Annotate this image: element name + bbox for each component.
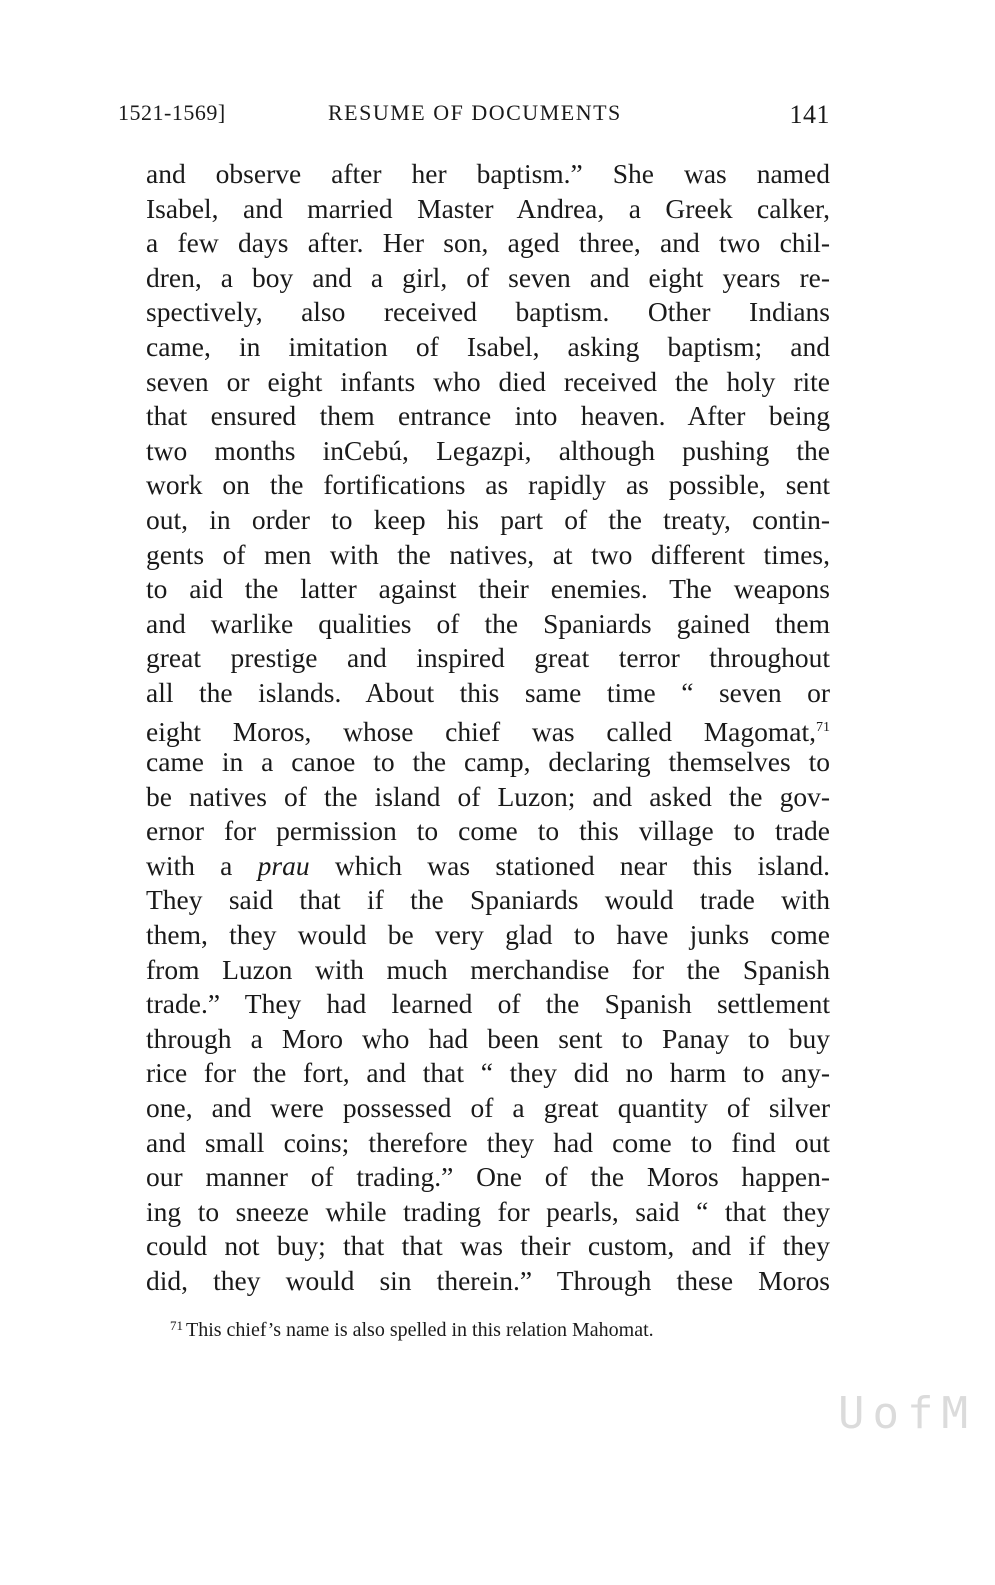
- text-line: our manner of trading.” One of the Moros happen-: [146, 1161, 830, 1193]
- text-segment: eight Moros, whose chief was called Magomat,: [146, 715, 816, 747]
- running-title: RESUME OF DOCUMENTS: [328, 100, 622, 125]
- text-line: two months inCebú, Legazpi, although pushing the: [146, 434, 830, 466]
- text-line: came in a canoe to the camp, declaring themselves to: [146, 746, 830, 778]
- text-line: all the islands. About this same time “ seven or: [146, 676, 830, 708]
- text-line: through a Moro who had been sent to Panay to buy: [146, 1022, 830, 1054]
- page-number: 141: [789, 100, 830, 129]
- text-line: out, in order to keep his part of the treaty, contin-: [146, 503, 830, 535]
- text-line-with-italic: [146, 849, 830, 884]
- text-line: seven or eight infants who died received the holy rite: [146, 365, 830, 397]
- text-segment: with a: [146, 849, 233, 881]
- text-line: trade.” They had learned of the Spanish settlement: [146, 988, 830, 1020]
- text-line: work on the fortifications as rapidly as possible, sent: [146, 469, 830, 501]
- text-line: could not buy; that that was their custom, and if they: [146, 1230, 830, 1262]
- library-stamp: UofM: [838, 1388, 976, 1439]
- text-line: a few days after. Her son, aged three, and two chil-: [146, 227, 830, 259]
- text-line: Isabel, and married Master Andrea, a Greek calker,: [146, 192, 830, 224]
- text-line-with-note: [146, 711, 830, 746]
- text-line: to aid the latter against their enemies. The weapons: [146, 573, 830, 605]
- text-line: ernor for permission to come to this village to trade: [146, 815, 830, 847]
- text-line: did, they would sin therein.” Through these Moros: [146, 1265, 830, 1296]
- text-line: gents of men with the natives, at two different times,: [146, 538, 830, 570]
- text-line: and observe after her baptism.” She was named: [146, 158, 830, 189]
- footnote-number: 71: [170, 1318, 183, 1333]
- text-line: dren, a boy and a girl, of seven and eight years re-: [146, 261, 830, 293]
- running-head: [118, 100, 830, 136]
- text-line: spectively, also received baptism. Other Indians: [146, 296, 830, 328]
- text-line: and warlike qualities of the Spaniards gained them: [146, 607, 830, 639]
- text-line: ing to sneeze while trading for pearls, said “ that they: [146, 1195, 830, 1227]
- text-line: and small coins; therefore they had come to find out: [146, 1126, 830, 1158]
- text-line: came, in imitation of Isabel, asking baptism; and: [146, 330, 830, 362]
- body-text: [146, 157, 830, 1299]
- text-line: rice for the fort, and that “ they did no harm to any-: [146, 1057, 830, 1089]
- text-line: one, and were possessed of a great quantity of silver: [146, 1092, 830, 1124]
- italic-word: prau: [257, 849, 310, 881]
- footnote: [170, 1318, 654, 1342]
- text-line: They said that if the Spaniards would trade with: [146, 884, 830, 916]
- date-range: 1521-1569]: [118, 100, 226, 125]
- text-segment: which was stationed near this island.: [334, 849, 831, 881]
- text-line: great prestige and inspired great terror throughout: [146, 642, 830, 674]
- text-line: that ensured them entrance into heaven. After being: [146, 400, 830, 432]
- text-line: from Luzon with much merchandise for the Spanish: [146, 953, 830, 985]
- text-line: them, they would be very glad to have junks come: [146, 919, 830, 951]
- footnote-text: This chief’s name is also spelled in this relation Mahomat.: [186, 1319, 654, 1341]
- text-line: be natives of the island of Luzon; and asked the gov-: [146, 780, 830, 812]
- footnote-ref: 71: [816, 719, 830, 735]
